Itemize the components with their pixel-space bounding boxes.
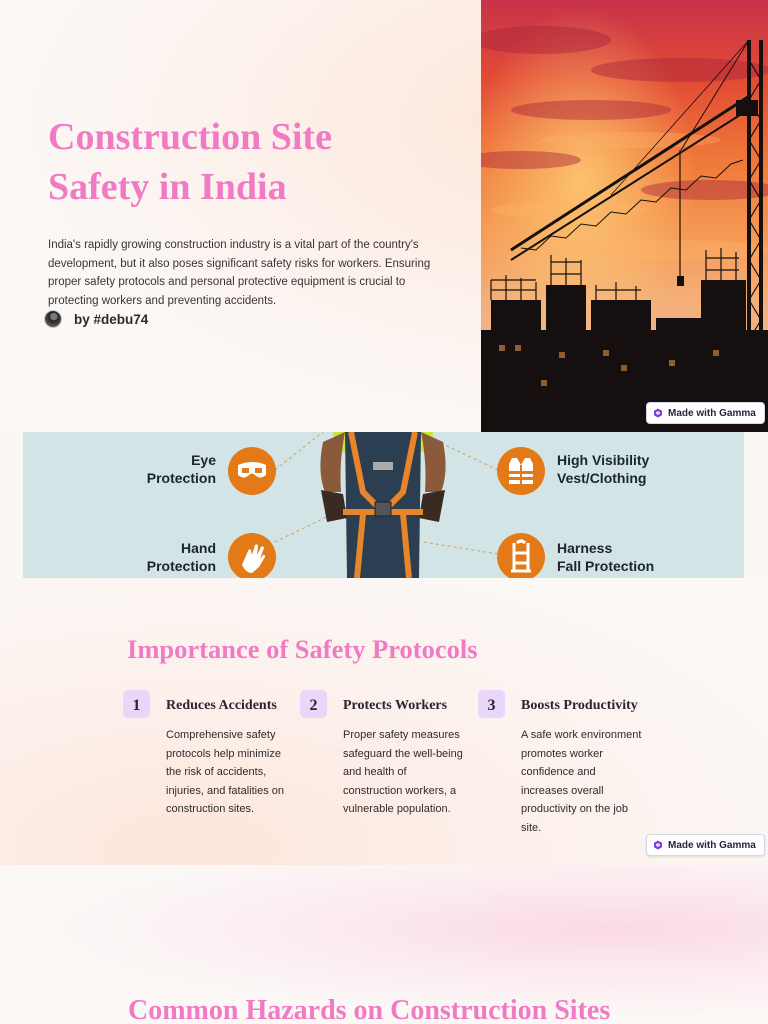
hazards-title: Common Hazards on Construction Sites: [128, 995, 611, 1024]
safety-goggles-icon: [228, 447, 276, 495]
step-heading: Protects Workers: [343, 698, 448, 713]
ppe-eye-label: [123, 452, 216, 487]
intro-paragraph: India's rapidly growing construction industry is a vital part of the country's development, but it also poses significant safety risks for workers. Ensuring proper safety protocols and personal protective equipment is crucial to protecting workers and preventing accidents.: [48, 239, 431, 307]
step-heading: Boosts Productivity: [521, 698, 638, 713]
ppe-harness-line1: Harness: [557, 540, 613, 556]
ppe-vest-label: [557, 452, 649, 487]
slide-title-line2: Safety in India: [48, 166, 287, 208]
step-number: 1: [123, 690, 150, 718]
protocols-slide: [0, 578, 768, 865]
ppe-hand-label: [123, 540, 216, 575]
gamma-badge-label: Made with Gamma: [668, 839, 756, 851]
ppe-eye-line2: Protection: [146, 469, 216, 486]
slide-title: [48, 112, 448, 212]
worker-illustration: [313, 432, 453, 578]
construction-crane-photo: [481, 0, 768, 432]
ppe-eye-line1: Eye: [191, 452, 216, 468]
protocols-title: Importance of Safety Protocols: [127, 634, 478, 664]
avatar: [44, 310, 62, 328]
ppe-harness-line2: Fall Protection: [557, 557, 655, 574]
step-number: 3: [478, 690, 505, 718]
ppe-vest-line2: Vest/Clothing: [557, 469, 647, 486]
step-description: Proper safety measures safeguard the well-being and health of construction workers, a vulnerable population.: [343, 729, 463, 816]
author-name: by #debu74: [74, 311, 149, 327]
ppe-hand-line1: Hand: [181, 540, 216, 556]
ppe-hand-line2: Protection: [146, 557, 216, 574]
step-description: A safe work environment promotes worker confidence and increases overall productivity on the job site.: [521, 729, 642, 834]
step-heading: Reduces Accidents: [166, 698, 277, 713]
author-row: [44, 310, 148, 328]
made-with-gamma-badge[interactable]: [646, 834, 765, 856]
title-slide: [0, 0, 768, 432]
title-block: [48, 112, 448, 310]
harness-icon: [497, 533, 545, 578]
glove-icon: [228, 533, 276, 578]
hazards-slide: [0, 865, 768, 1024]
made-with-gamma-badge[interactable]: [646, 402, 765, 424]
gamma-badge-label: Made with Gamma: [668, 407, 756, 419]
step-description: Comprehensive safety protocols help minimize the risk of accidents, injuries, and fatalities on construction sites.: [166, 729, 285, 816]
step-number: 2: [300, 690, 327, 718]
slide-title-line1: Construction Site: [48, 116, 332, 158]
gamma-logo-icon: [653, 408, 663, 418]
ppe-infographic: [23, 432, 744, 578]
ppe-harness-label: [557, 540, 654, 575]
ppe-vest-line1: High Visibility: [557, 452, 650, 468]
vest-icon: [497, 447, 545, 495]
gamma-logo-icon: [653, 840, 663, 850]
